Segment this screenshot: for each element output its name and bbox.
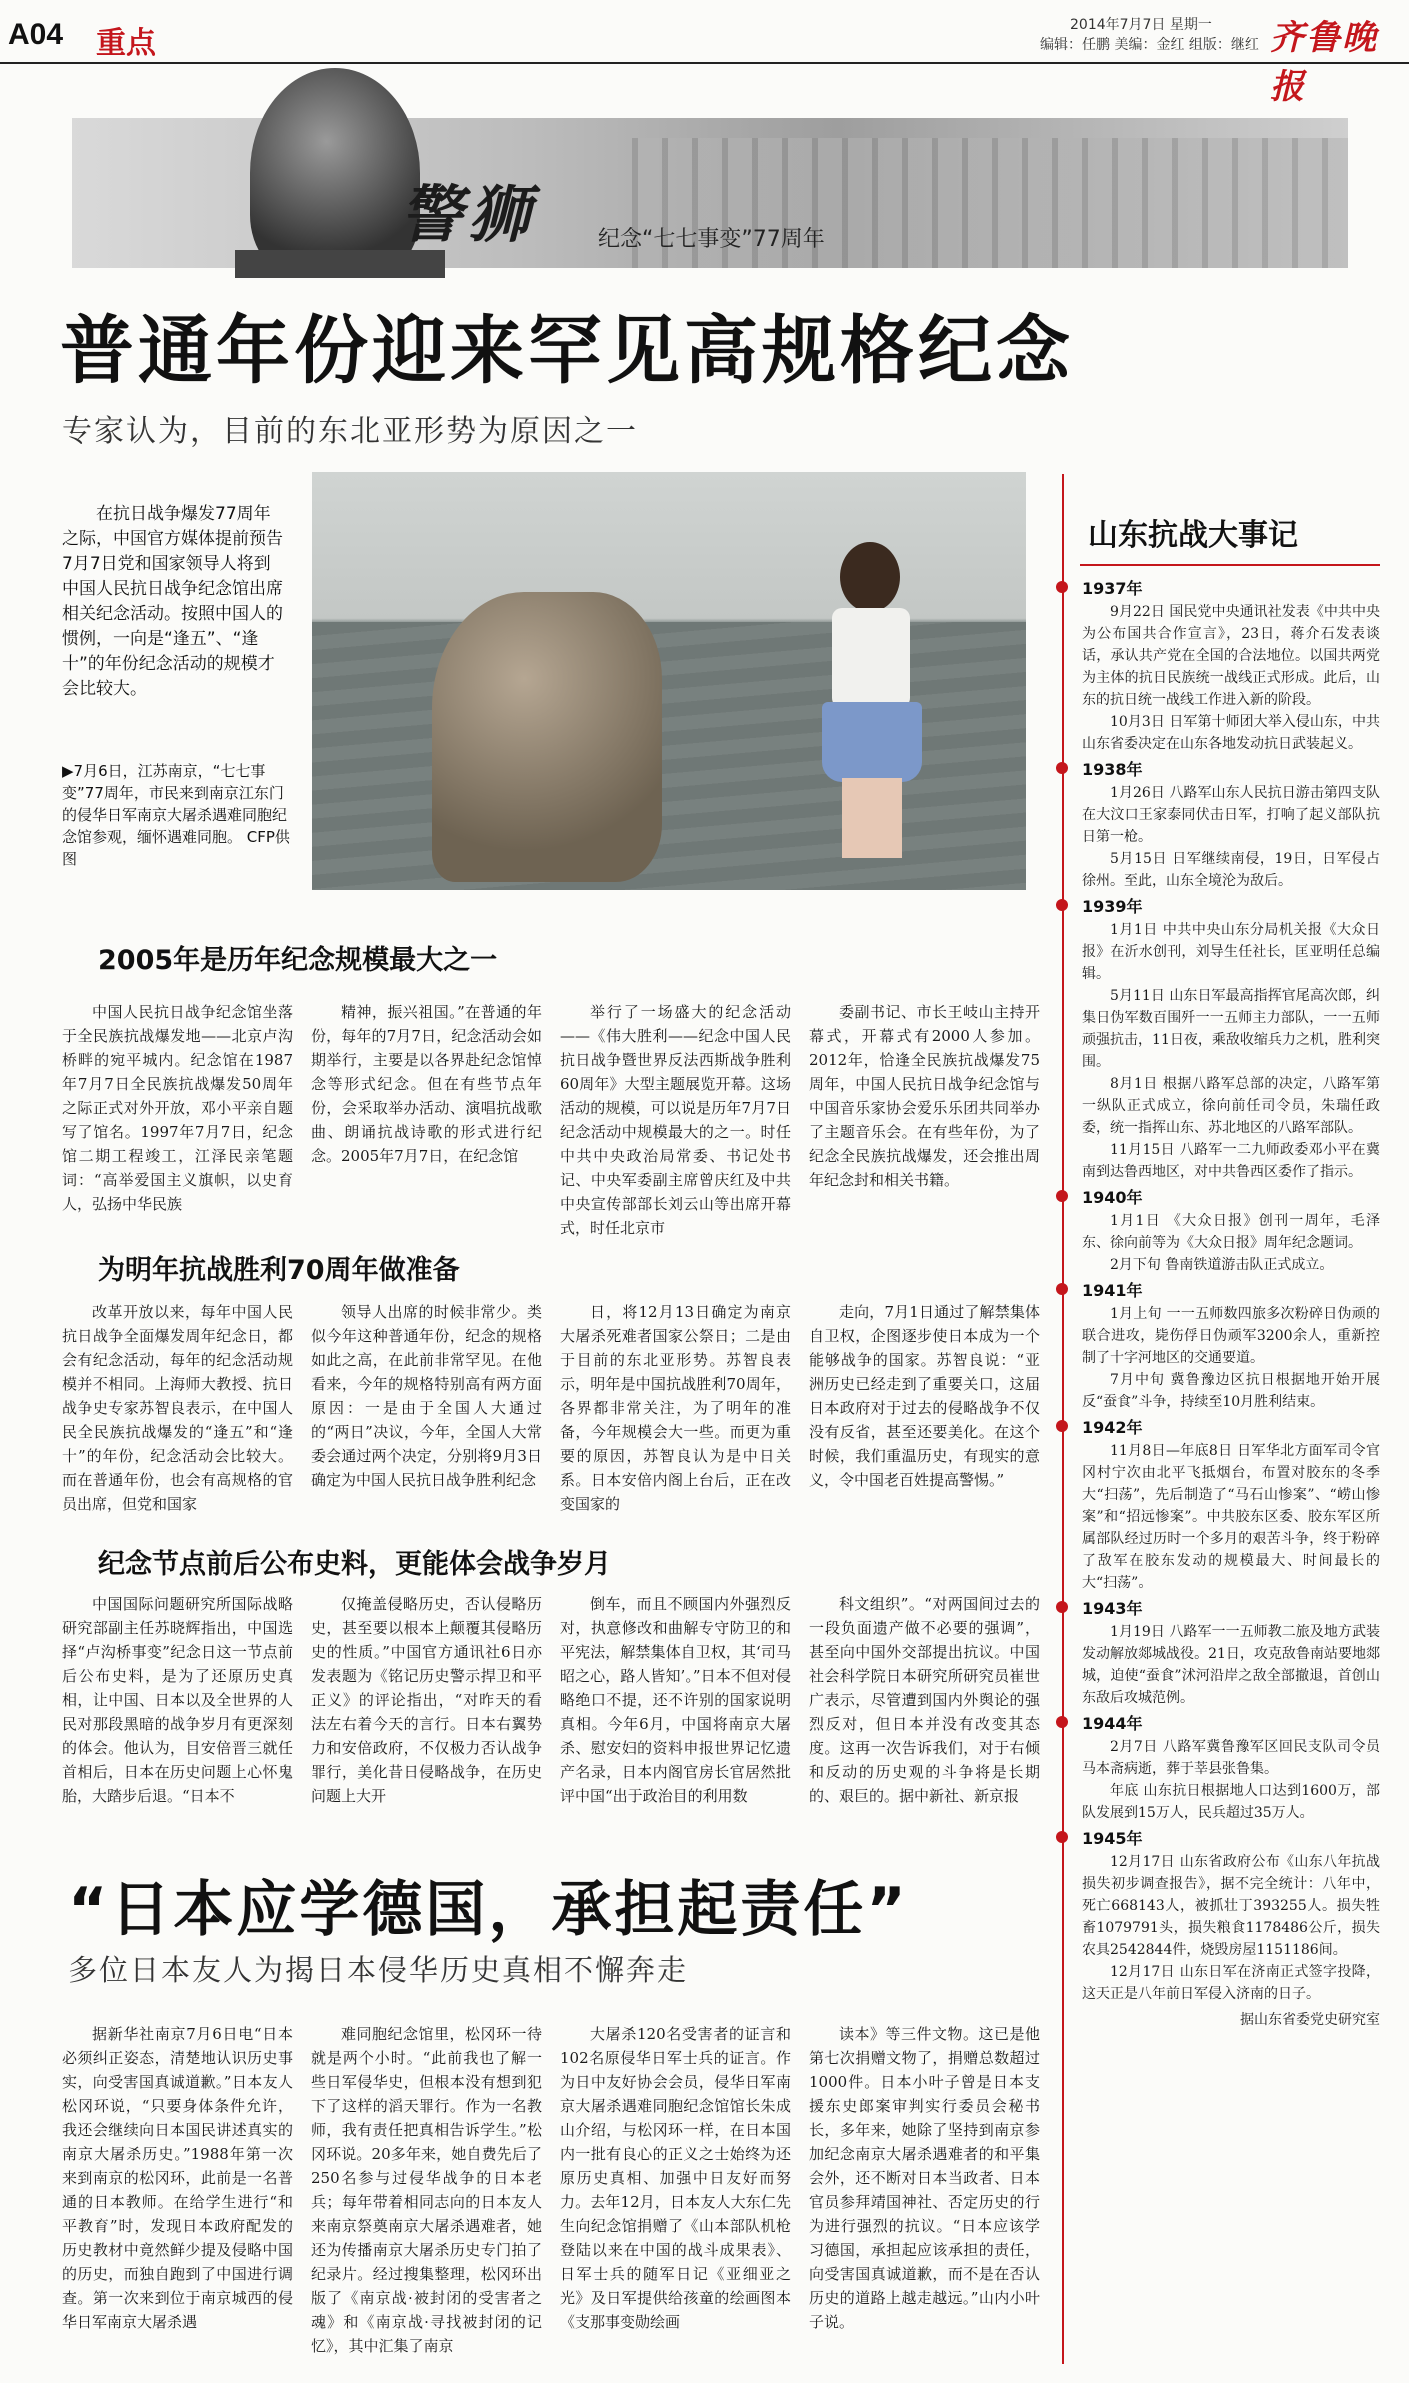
paragraph: 日，将12月13日确定为南京大屠杀死难者国家公祭日；二是由于目前的东北亚形势。苏智良表示，明年是中国抗战胜利70周年，各界都非常关注，为了明年的准备，今年规模会大一些。而更为重要的原因，苏智良认为是中日关系。日本安倍内阁上台后，正在改变国家的 xyxy=(560,1303,791,1513)
timeline-event: 5月15日 日军继续南侵，19日，日军侵占徐州。至此，山东全境沦为敌后。 xyxy=(1082,851,1380,889)
timeline-source: 据山东省委党史研究室 xyxy=(1240,2012,1380,2028)
timeline-event: 7月中旬 冀鲁豫边区抗日根据地开始开展反“蚕食”斗争，持续至10月胜利结束。 xyxy=(1082,1372,1380,1410)
timeline-year: 1938年 xyxy=(1082,757,1380,780)
section-heading-70th: 为明年抗战胜利70周年做准备 xyxy=(98,1255,460,1286)
text-column xyxy=(809,2022,1040,2362)
timeline-year: 1945年 xyxy=(1082,1826,1380,1849)
section-body-70th xyxy=(62,1300,1042,1540)
stone-lion-image xyxy=(250,68,420,278)
timeline-event: 12月17日 山东日军在济南正式签字投降，这天正是八年前日军侵入济南的日子。 xyxy=(1082,1964,1380,2002)
newspaper-logo: 齐鲁晚报 xyxy=(1270,18,1378,107)
section-heading-archives: 纪念节点前后公布史料，更能体会战争岁月 xyxy=(98,1549,611,1580)
girl-skirt xyxy=(822,702,922,782)
girl-shirt xyxy=(832,608,910,708)
section-name: 重点 xyxy=(96,26,156,61)
text-column xyxy=(809,1000,1040,1250)
banner-subtitle: 纪念“七七事变”77周年 xyxy=(598,227,825,252)
timeline-event: 9月22日 国民党中央通讯社发表《中共中央为公布国共合作宣言》，23日，蒋介石发表谈话，承认共产党在全国的合法地位。以国共两党为主体的抗日民族统一战线正式形成。此后，山东的抗日统一战线工作进入新的阶段。 xyxy=(1082,604,1380,708)
text-column xyxy=(62,2022,293,2362)
timeline-event: 1月1日 中共中央山东分局机关报《大众日报》在沂水创刊，刘导生任社长，匡亚明任总编辑。 xyxy=(1082,922,1380,982)
timeline-year: 1940年 xyxy=(1082,1185,1380,1208)
text-column xyxy=(311,1300,542,1540)
paragraph: 举行了一场盛大的纪念活动——《伟大胜利——纪念中国人民抗日战争暨世界反法西斯战争胜利60周年》大型主题展览开幕。这场活动的规模，可以说是历年7月7日纪念活动中规模最大的之一。时任中共中央政治局常委、书记处书记、中央军委副主席曾庆红及中共中央宣传部部长刘云山等出席开幕式，时任北京市 xyxy=(560,1003,791,1237)
timeline-event: 5月11日 山东日军最高指挥官尾高次郎，纠集日伪军数百围歼一一五师主力部队，一一五师顽强抗击，11日夜，乘敌收缩兵力之机，胜利突围。 xyxy=(1082,988,1380,1070)
section-heading-2005: 2005年是历年纪念规模最大之一 xyxy=(98,945,498,976)
photo-caption: ▶7月6日，江苏南京，“七七事变”77周年，市民来到南京江东门的侵华日军南京大屠杀遇难同胞纪念馆参观，缅怀遇难同胞。 CFP供图 xyxy=(62,762,290,868)
timeline-event: 10月3日 日军第十师团大举入侵山东，中共山东省委决定在山东各地发动抗日武装起义。 xyxy=(1082,714,1380,752)
banner-title: 警狮 xyxy=(400,178,537,251)
section-body-2005 xyxy=(62,1000,1042,1250)
news-photo xyxy=(312,472,1026,890)
text-column xyxy=(809,1300,1040,1540)
text-column xyxy=(560,1300,791,1540)
paragraph: 据新华社南京7月6日电“日本必须纠正姿态，清楚地认识历史事实，向受害国真诚道歉。”日本友人松冈环说，“只要身体条件允许，我还会继续向日本国民讲述真实的南京大屠杀历史。”1988年第一次来到南京的松冈环，此前是一名普通的日本教师。在给学生进行“和平教育”时，发现日本政府配发的历史教材中竟然鲜少提及侵略中国的历史，而独自跑到了中国进行调查。第一次来到位于南京城西的侵华日军南京大屠杀遇 xyxy=(62,2025,293,2331)
sidebar-title: 山东抗战大事记 xyxy=(1088,518,1298,553)
timeline-event: 1月上旬 一一五师数四旅多次粉碎日伪顽的联合进攻，毙伤俘日伪顽军3200余人，重新控制了十字河地区的交通要道。 xyxy=(1082,1306,1380,1366)
paragraph: 大屠杀120名受害者的证言和102名原侵华日军士兵的证言。作为日中友好协会会员，侵华日军南京大屠杀遇难同胞纪念馆馆长朱成山介绍，与松冈环一样，在日本国内一批有良心的正义之士始终为还原历史真相、加强中日友好而努力。去年12月，日本友人大东仁先生向纪念馆捐赠了《山本部队机枪登陆以来在中国的战斗成果表》、日军士兵的随军日记《亚细亚之光》及日军提供给孩童的绘画图本《支那事变勋绘画 xyxy=(560,2025,791,2331)
paragraph: 改革开放以来，每年中国人民抗日战争全面爆发周年纪念日，都会有纪念活动，每年的纪念活动规模并不相同。上海师大教授、抗日战争史专家苏智良表示，在中国人民全民族抗战爆发的“逢五”和“逢十”的年份，纪念活动会比较大。而在普通年份，也会有高规格的官员出席，但党和国家 xyxy=(62,1303,293,1513)
paragraph: 难同胞纪念馆里，松冈环一待就是两个小时。“此前我也了解一些日军侵华史，但根本没有想到犯下了这样的滔天罪行。作为一名教师，我有责任把真相告诉学生。”松冈环说。20多年来，她自费先后了250名参与过侵华战争的日本老兵；每年带着相同志向的日本友人来南京祭奠南京大屠杀遇难者，她还为传播南京大屠杀历史专门拍了纪录片。经过搜集整理，松冈环出版了《南京战·被封闭的受害者之魂》和《南京战·寻找被封闭的记忆》，其中汇集了南京 xyxy=(311,2025,542,2355)
timeline-year: 1944年 xyxy=(1082,1711,1380,1734)
page-number: A04 xyxy=(8,18,64,51)
paragraph: 领导人出席的时候非常少。类似今年这种普通年份，纪念的规格如此之高，在此前非常罕见。在他看来，今年的规格特别高有两方面原因：一是由于全国人大通过的“两日”决议，今年，全国人大常委会通过两个决定，分别将9月3日确定为中国人民抗日战争胜利纪念 xyxy=(311,1303,542,1489)
text-column xyxy=(560,1592,791,1832)
paragraph: 中国国际问题研究所国际战略研究部副主任苏晓辉指出，中国选择“卢沟桥事变”纪念日这一节点前后公布史料，是为了还原历史真相，让中国、日本以及全世界的人民对那段黑暗的战争岁月有更深刻的体会。他认为，目安倍晋三就任首相后，日本在历史问题上心怀鬼胎，大踏步后退。“日本不 xyxy=(62,1595,293,1805)
editors-line: 编辑：任鹏 美编：金红 组版：继红 xyxy=(1040,37,1259,53)
timeline-event: 2月下旬 鲁南铁道游击队正式成立。 xyxy=(1110,1257,1334,1273)
sidebar-rule xyxy=(1080,564,1380,566)
header-rule xyxy=(0,62,1409,64)
paragraph: 读本》等三件文物。这已是他第七次捐赠文物了，捐赠总数超过1000件。日本小叶子曾是日本支援东史郎案审判实行委员会秘书长，多年来，她除了坚持到南京参加纪念南京大屠杀遇难者的和平集会外，还不断对日本当政者、日本官员参拜靖国神社、否定历史的行为进行强烈的抗议。“日本应该学习德国，承担起应该承担的责任，向受害国真诚道歉，而不是在否认历史的道路上越走越远。”山内小叶子说。 xyxy=(809,2025,1040,2331)
girl-figure xyxy=(812,542,932,862)
text-column xyxy=(311,1592,542,1832)
timeline-event: 11月8日—年底8日 日军华北方面军司令官冈村宁次由北平飞抵烟台，布置对胶东的冬季大“扫荡”，先后制造了“马石山惨案”、“崂山惨案”和“招远惨案”。中共胶东区委、胶东军区所属部队经过历时一个多月的艰苦斗争，终于粉碎了敌军在胶东发动的规模最大、时间最长的大“扫荡”。 xyxy=(1082,1443,1380,1591)
stone-lion-base xyxy=(235,250,445,278)
timeline-year: 1941年 xyxy=(1082,1278,1380,1301)
timeline-event: 1月26日 八路军山东人民抗日游击第四支队在大汶口王家泰同伏击日军，打响了起义部队抗日第一枪。 xyxy=(1082,785,1380,845)
main-headline: 普通年份迎来罕见高规格纪念 xyxy=(60,308,1074,394)
timeline-event: 12月17日 山东省政府公布《山东八年抗战损失初步调查报告》，据不完全统计：八年中，死亡668143人，被抓壮丁393255人。损失牲畜1079791头，损失粮食1178486公斤，损失农具2542844件，烧毁房屋1151186间。 xyxy=(1082,1854,1380,1958)
text-column xyxy=(62,1000,293,1250)
timeline-event: 2月7日 八路军冀鲁豫军区回民支队司令员马本斋病逝，葬于莘县张鲁集。 xyxy=(1082,1739,1380,1777)
text-column xyxy=(62,1300,293,1540)
timeline-event: 1月19日 八路军一一五师教二旅及地方武装发动解放郯城战役。21日，攻克敌鲁南站要地郯城，迫使“蚕食”沭河沿岸之敌全部撤退，首创山东敌后攻城范例。 xyxy=(1082,1624,1380,1706)
timeline-year: 1939年 xyxy=(1082,894,1380,917)
paragraph: 委副书记、市长王岐山主持开幕式，开幕式有2000人参加。2012年，恰逢全民族抗战爆发75周年，中国人民抗日战争纪念馆与中国音乐家协会爱乐乐团共同举办了主题音乐会。在有些年份，为了纪念全民族抗战爆发，还会推出周年纪念封和相关书籍。 xyxy=(809,1003,1040,1189)
timeline-list xyxy=(1082,574,1380,2031)
second-subheadline: 多位日本友人为揭日本侵华历史真相不懈奔走 xyxy=(68,1953,689,1987)
timeline-event: 年底 山东抗日根据地人口达到1600万，部队发展到15万人，民兵超过35万人。 xyxy=(1082,1783,1380,1821)
main-subheadline: 专家认为，目前的东北亚形势为原因之一 xyxy=(62,414,638,449)
timeline-year: 1943年 xyxy=(1082,1596,1380,1619)
paragraph: 走向，7月1日通过了解禁集体自卫权，企图逐步使日本成为一个能够战争的国家。苏智良说：“亚洲历史已经走到了重要关口，这届日本政府对于过去的侵略战争不仅没有反省，甚至还要美化。在这个时候，我们重温历史，有现实的意义，令中国老百姓提高警惕。” xyxy=(809,1303,1040,1489)
timeline-event: 1月1日 《大众日报》创刊一周年，毛泽东、徐向前等为《大众日报》周年纪念题词。 xyxy=(1082,1213,1380,1251)
paragraph: 仅掩盖侵略历史，否认侵略历史，甚至要以根本上颠覆其侵略历史的性质。”中国官方通讯社6日亦发表题为《铭记历史警示捍卫和平正义》的评论指出，“对昨天的看法左右着今天的言行。日本右翼势力和安倍政府，不仅极力否认战争罪行，美化昔日侵略战争，在历史问题上大开 xyxy=(311,1595,542,1805)
second-article-body xyxy=(62,2022,1042,2362)
girl-head xyxy=(840,542,900,612)
paragraph: 中国人民抗日战争纪念馆坐落于全民族抗战爆发地——北京卢沟桥畔的宛平城内。纪念馆在1987年7月7日全民族抗战爆发50周年之际正式对外开放，邓小平亲自题写了馆名。1997年7月7日，纪念馆二期工程竣工，江泽民亲笔题词：“高举爱国主义旗帜，以史育人，弘扬中华民族 xyxy=(62,1003,293,1213)
text-column xyxy=(311,1000,542,1250)
second-headline: “日本应学德国，承担起责任” xyxy=(68,1875,909,1945)
text-column xyxy=(62,1592,293,1832)
section-body-archives xyxy=(62,1592,1042,1832)
lead-paragraph: 在抗日战争爆发77周年之际，中国官方媒体提前预告7月7日党和国家领导人将到中国人民抗日战争纪念馆出席相关纪念活动。按照中国人的惯例，一向是“逢五”、“逢十”的年份纪念活动的规模才会比较大。 xyxy=(62,504,283,699)
text-column xyxy=(560,2022,791,2362)
page-header xyxy=(0,0,1409,107)
timeline-year: 1937年 xyxy=(1082,576,1380,599)
statue-figure xyxy=(432,592,662,882)
timeline-year: 1942年 xyxy=(1082,1415,1380,1438)
timeline-sidebar xyxy=(1062,474,1392,2364)
timeline-event: 8月1日 根据八路军总部的决定，八路军第一纵队正式成立，徐向前任司令员，朱瑞任政委，统一指挥山东、苏北地区的八路军部队。 xyxy=(1082,1076,1380,1136)
date-line: 2014年7月7日 星期一 xyxy=(1070,17,1212,33)
text-column xyxy=(560,1000,791,1250)
paragraph: 科文组织”。“对两国间过去的一段负面遗产做不必要的强调”，甚至向中国外交部提出抗议。中国社会科学院日本研究所研究员崔世广表示，尽管遭到国内外舆论的强烈反对，但日本并没有改变其态度。这再一次告诉我们，对于右倾和反动的历史观的斗争将是长期的、艰巨的。据中新社、新京报 xyxy=(809,1595,1040,1805)
paragraph: 精神，振兴祖国。”在普通的年份，每年的7月7日，纪念活动会如期举行，主要是以各界赴纪念馆悼念等形式纪念。但在有些节点年份，会采取举办活动、演唱抗战歌曲、朗诵抗战诗歌的形式进行纪念。2005年7月7日，在纪念馆 xyxy=(311,1003,542,1165)
paragraph: 倒车，而且不顾国内外强烈反对，执意修改和曲解专守防卫的和平宪法，解禁集体自卫权，其‘司马昭之心，路人皆知’。”日本不但对侵略绝口不提，还不许别的国家说明真相。今年6月，中国将南京大屠杀、慰安妇的资料申报世界记忆遗产名录，日本内阁官房长官居然批评中国“出于政治目的利用数 xyxy=(560,1595,791,1805)
text-column xyxy=(311,2022,542,2362)
girl-legs xyxy=(842,778,902,858)
timeline-event: 11月15日 八路军一二九师政委邓小平在冀南到达鲁西地区，对中共鲁西区委作了指示。 xyxy=(1082,1142,1380,1180)
text-column xyxy=(809,1592,1040,1832)
